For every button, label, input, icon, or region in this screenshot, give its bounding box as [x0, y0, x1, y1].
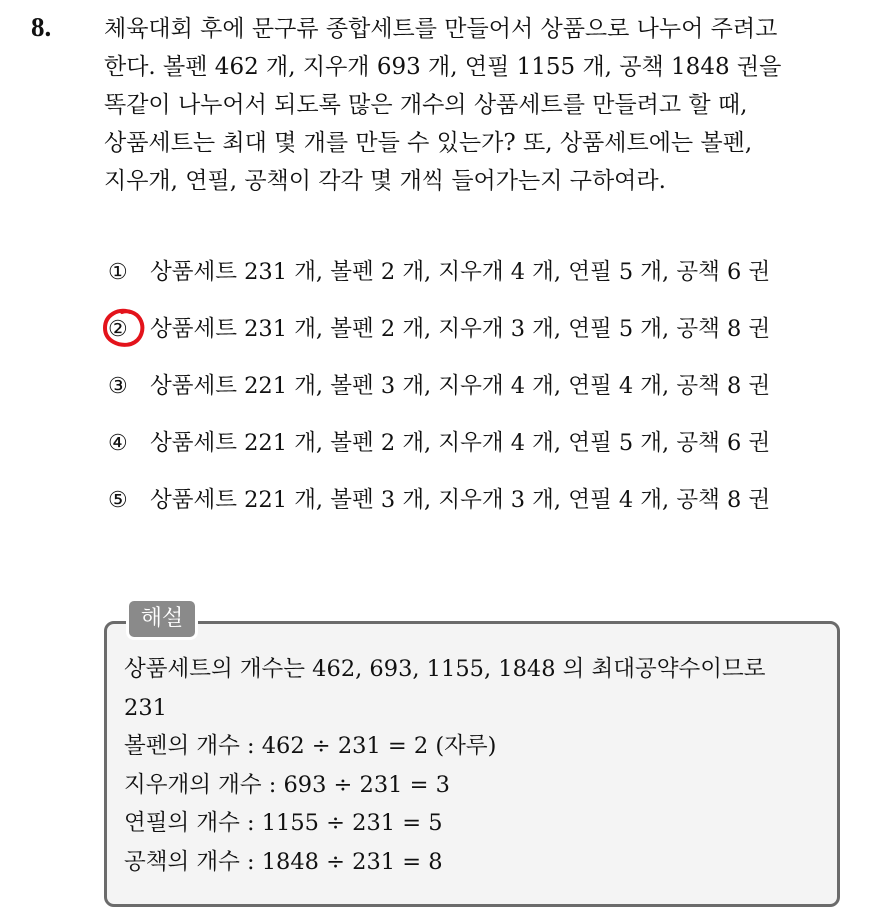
choice-1[interactable] [108, 252, 848, 309]
explanation-line: 231 [124, 694, 167, 721]
choice-4[interactable] [108, 423, 848, 480]
answer-circle-stroke [105, 311, 142, 345]
choice-2[interactable] [108, 309, 848, 366]
choice-text: 상품세트 221 개, 볼펜 3 개, 지우개 4 개, 연필 4 개, 공책 8 권 [150, 373, 771, 399]
choice-marker: ② [108, 317, 128, 342]
question-line: 지우개, 연필, 공책이 각각 몇 개씩 들어가는지 구하여라. [104, 168, 666, 194]
choice-text: 상품세트 221 개, 볼펜 3 개, 지우개 3 개, 연필 4 개, 공책 8 권 [150, 487, 771, 513]
answer-choices [108, 252, 848, 537]
explanation-line: 연필의 개수 : 1155 ÷ 231 = 5 [124, 810, 443, 836]
explanation-line: 지우개의 개수 : 693 ÷ 231 = 3 [124, 771, 450, 798]
explanation-tab: 해설 [126, 598, 198, 640]
choice-text: 상품세트 231 개, 볼펜 2 개, 지우개 3 개, 연필 5 개, 공책 8 권 [150, 316, 771, 342]
answer-circle-mark [100, 306, 148, 350]
question-line: 상품세트는 최대 몇 개를 만들 수 있는가? 또, 상품세트에는 볼펜, [104, 130, 753, 156]
choice-marker: ① [108, 260, 128, 285]
explanation-line: 볼펜의 개수 : 462 ÷ 231 = 2 (자루) [124, 733, 497, 759]
choice-marker: ④ [108, 431, 128, 456]
question-text [104, 10, 864, 200]
question-line: 체육대회 후에 문구류 종합세트를 만들어서 상품으로 나누어 주려고 [104, 16, 778, 42]
choice-text: 상품세트 221 개, 볼펜 2 개, 지우개 4 개, 연필 5 개, 공책 6 권 [150, 430, 771, 456]
question-line: 똑같이 나누어서 되도록 많은 개수의 상품세트를 만들려고 할 때, [104, 92, 748, 118]
choice-3[interactable] [108, 366, 848, 423]
choice-text: 상품세트 231 개, 볼펜 2 개, 지우개 4 개, 연필 5 개, 공책 6 권 [150, 259, 771, 285]
choice-marker: ③ [108, 374, 128, 399]
explanation-line: 상품세트의 개수는 462, 693, 1155, 1848 의 최대공약수이므로 [124, 656, 766, 682]
choice-marker: ⑤ [108, 488, 128, 513]
explanation-body [124, 650, 834, 881]
question-number: 8. [31, 12, 52, 42]
choice-5[interactable] [108, 480, 848, 537]
question-line: 한다. 볼펜 462 개, 지우개 693 개, 연필 1155 개, 공책 1848 권을 [104, 54, 782, 80]
explanation-line: 공책의 개수 : 1848 ÷ 231 = 8 [124, 848, 443, 875]
